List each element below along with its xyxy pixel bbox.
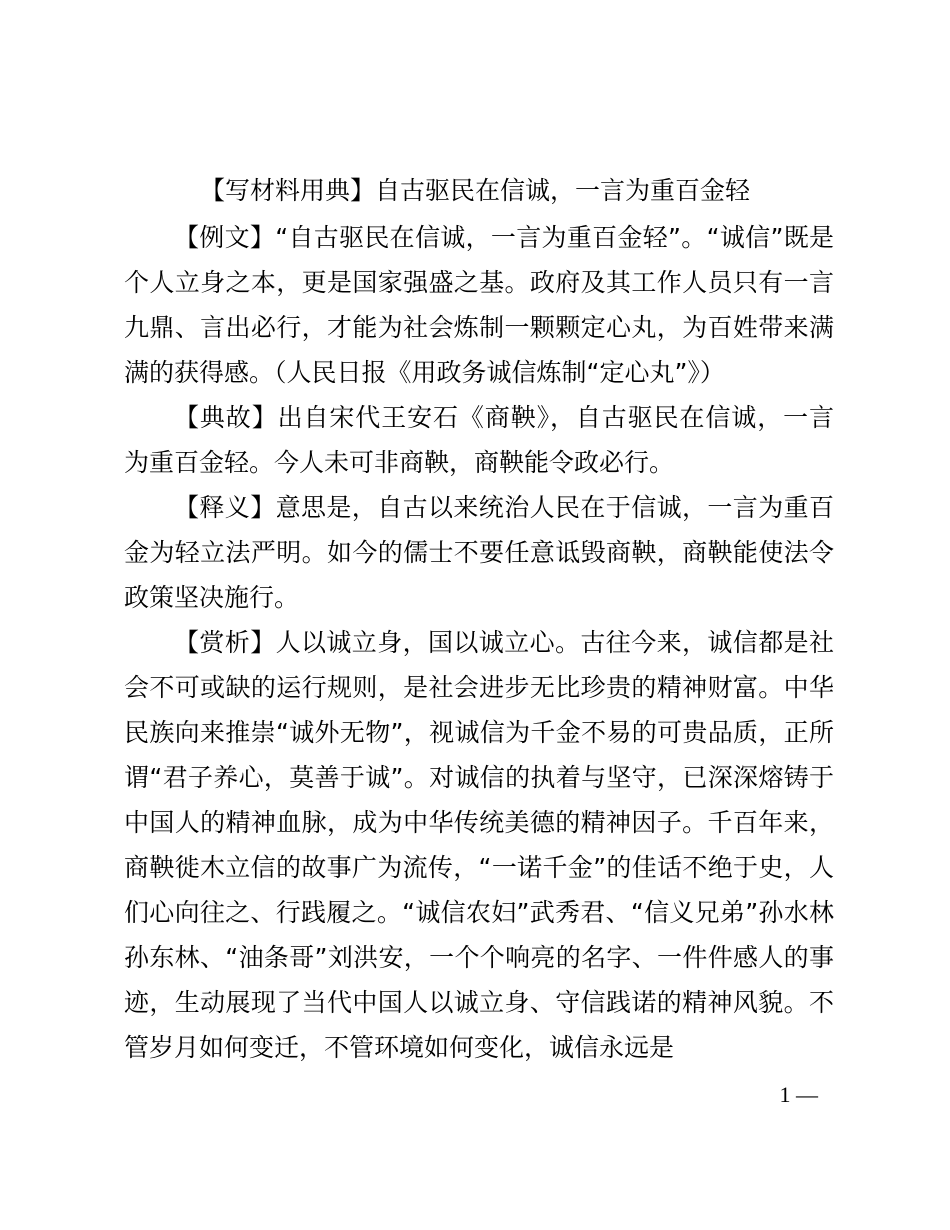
paragraph-meaning: 【释义】意思是，自古以来统治人民在于信诚，一言为重百金为轻立法严明。如今的儒士不要任意诋毁商鞅，商鞅能使法令政策坚决施行。	[124, 493, 834, 612]
paragraph-appreciation: 【赏析】人以诚立身，国以诚立心。古往今来，诚信都是社会不可或缺的运行规则，是社会进步无比珍贵的精神财富。中华民族向来推崇“诚外无物”，视诚信为千金不易的可贵品质，正所谓“君子养心，莫善于诚”。对诚信的执着与坚守，已深深熔铸于中国人的精神血脉，成为中华传统美德的精神因子。千百年来，商鞅徙木立信的故事广为流传，“一诺千金”的佳话不绝于史，人们心向往之、行践履之。“诚信农妇”武秀君、“信义兄弟”孙水林孙东林、“油条哥”刘洪安，一个个响亮的名字、一件件感人的事迹，生动展现了当代中国人以诚立身、守信践诺的精神风貌。不管岁月如何变迁，不管环境如何变化，诚信永远是	[124, 628, 834, 1062]
document-title: 【写材料用典】自古驱民在信诚，一言为重百金轻	[199, 176, 750, 205]
paragraph-example: 【例文】“自古驱民在信诚，一言为重百金轻”。“诚信”既是个人立身之本，更是国家强盛之基。政府及其工作人员只有一言九鼎、言出必行，才能为社会炼制一颗颗定心丸，为百姓带来满满的获得感。（人民日报《用政务诚信炼制“定心丸”》）	[124, 223, 834, 387]
paragraph-allusion: 【典故】出自宋代王安石《商鞅》，自古驱民在信诚，一言为重百金轻。今人未可非商鞅，商鞅能令政必行。	[124, 403, 834, 477]
document-body	[124, 215, 834, 1070]
page-number: 1 —	[779, 1082, 818, 1107]
